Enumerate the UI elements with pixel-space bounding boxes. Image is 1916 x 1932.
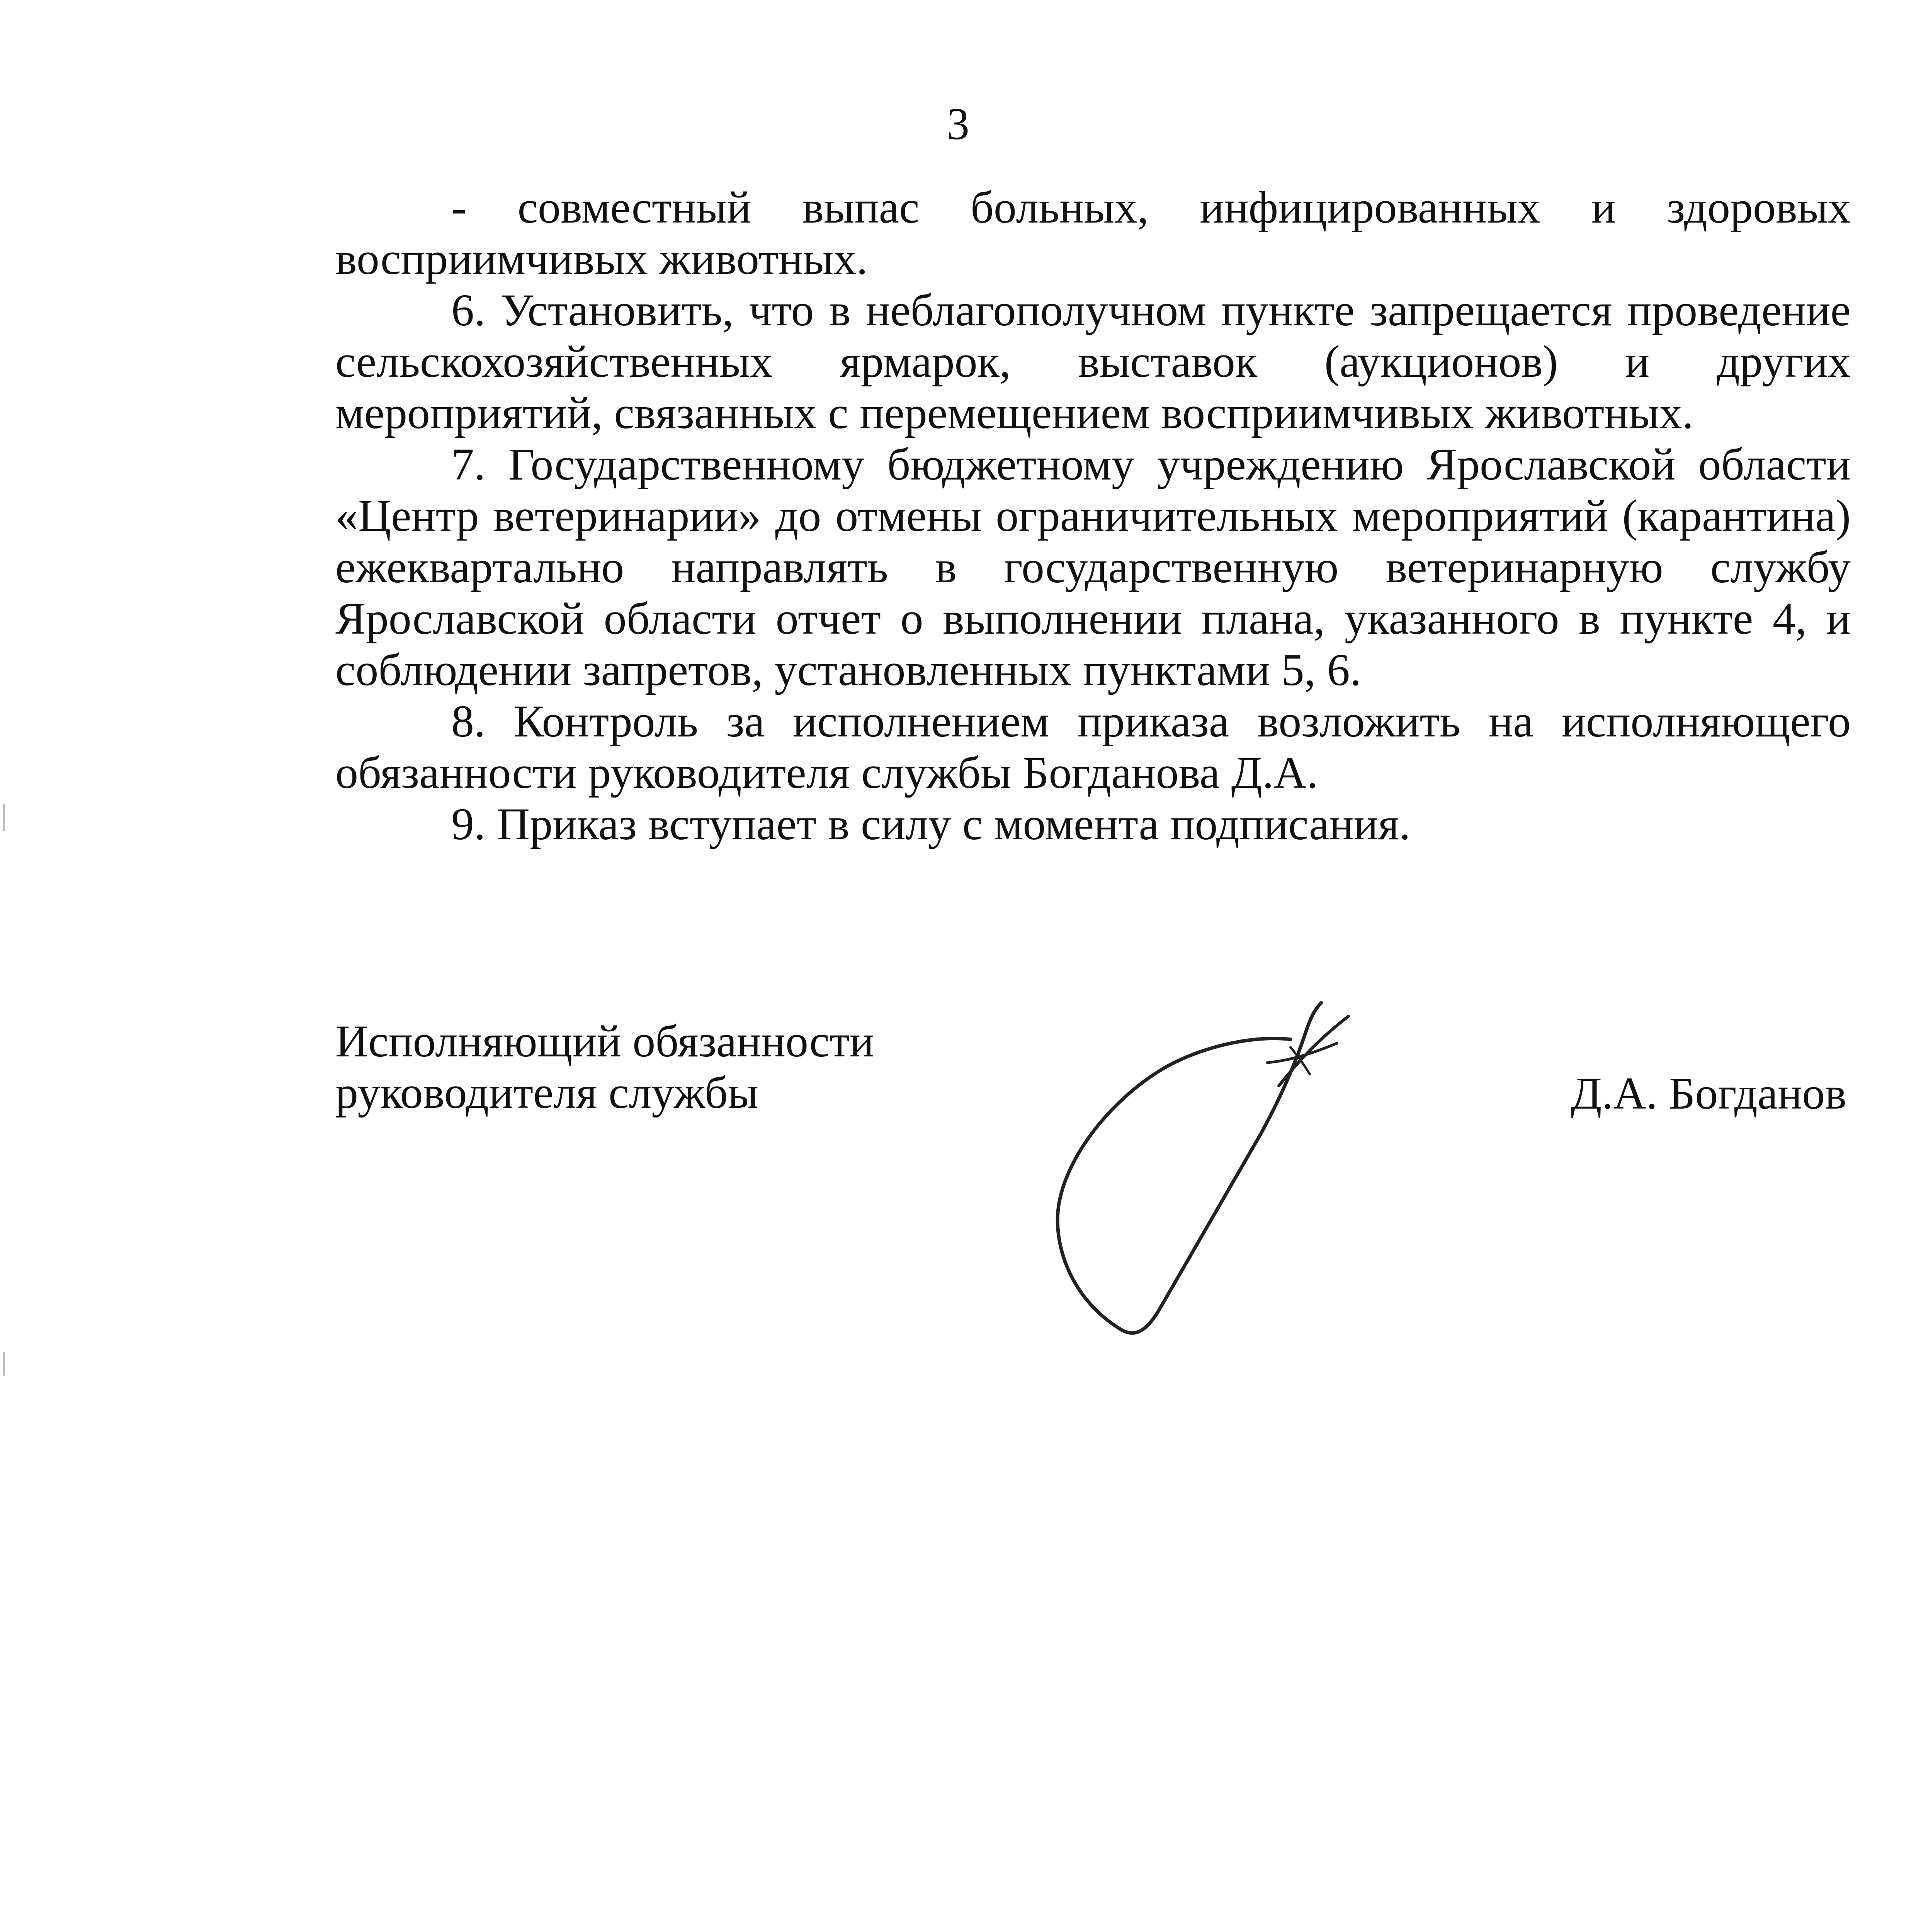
handwritten-signature-icon: [1043, 989, 1410, 1368]
text-line: сельскохозяйственных ярмарок, выставок (аукционов) и других: [335, 336, 1851, 387]
signatory-name: Д.А. Богданов: [1571, 1068, 1846, 1119]
scan-artifact: [3, 1352, 5, 1376]
page-number: 3: [947, 99, 969, 149]
text-line: - совместный выпас больных, инфицированных и здоровых: [451, 182, 1851, 233]
text-line: обязанности руководителя службы Богданова Д.А.: [335, 747, 1318, 798]
paragraph-livestock-grazing: [335, 182, 1851, 284]
paragraph-9: [335, 798, 1851, 850]
text-line: «Центр ветеринарии» до отмены ограничительных мероприятий (карантина): [335, 490, 1851, 541]
text-line: соблюдении запретов, установленных пунктами 5, 6.: [335, 645, 1362, 695]
position-line: руководителя службы: [335, 1067, 759, 1118]
text-line: 8. Контроль за исполнением приказа возложить на исполняющего: [451, 696, 1851, 747]
text-line: 7. Государственному бюджетному учреждению Ярославской области: [451, 439, 1851, 490]
scan-artifact: [3, 804, 5, 831]
paragraph-7: [335, 439, 1851, 696]
text-line: ежеквартально направлять в государственную ветеринарную службу: [335, 542, 1851, 592]
text-line: Ярославской области отчет о выполнении плана, указанного в пункте 4, и: [335, 593, 1851, 644]
paragraph-6: [335, 284, 1851, 439]
text-line: 9. Приказ вступает в силу с момента подписания.: [451, 799, 1411, 849]
document-body: [335, 182, 1851, 850]
text-line: мероприятий, связанных с перемещением восприимчивых животных.: [335, 388, 1694, 438]
text-line: восприимчивых животных.: [335, 233, 868, 284]
text-line: 6. Установить, что в неблагополучном пункте запрещается проведение: [451, 285, 1851, 335]
signatory-position: [335, 1015, 874, 1118]
paragraph-8: [335, 696, 1851, 798]
position-line: Исполняющий обязанности: [335, 1016, 874, 1066]
